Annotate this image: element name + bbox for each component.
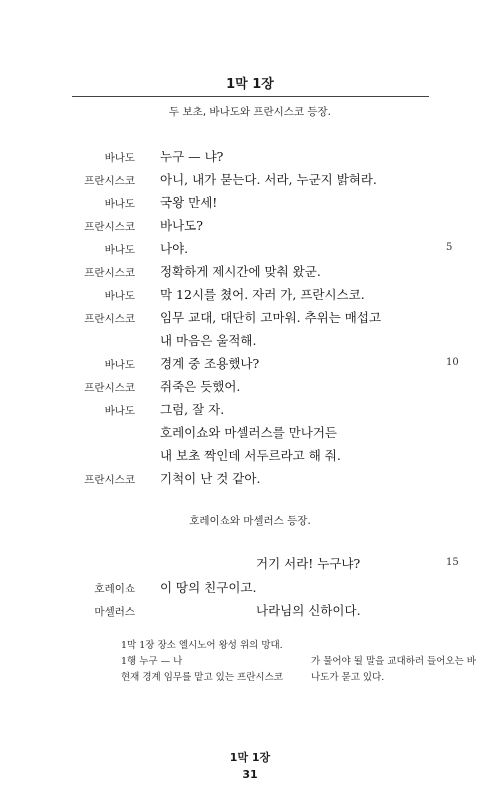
speaker-name: 프란시스코 <box>84 313 135 325</box>
dialogue-line: 거기 서라! 누구냐? <box>256 556 361 571</box>
footnote: 1행 누구 — 나 <box>121 656 183 667</box>
running-footer: 1막 1장 <box>229 751 271 764</box>
dialogue-line: 내 보초 짝인데 서두르라고 해 줘. <box>160 448 341 463</box>
stage-direction: 호레이쇼와 마셀러스 등장. <box>189 515 311 527</box>
line-number: 5 <box>446 242 453 253</box>
dialogue-line: 그럼, 잘 자. <box>160 402 225 417</box>
footnote: 나도가 묻고 있다. <box>311 672 385 683</box>
dialogue-line: 정확하게 제시간에 맞춰 왔군. <box>160 264 321 279</box>
footnote: 1막 1장 장소 엘시노어 왕성 위의 망대. <box>121 640 283 651</box>
line-number: 10 <box>446 357 459 368</box>
page-number: 31 <box>242 768 258 781</box>
dialogue-line: 호레이쇼와 마셀러스를 만나거든 <box>160 425 337 440</box>
speaker-name: 바나도 <box>104 152 135 164</box>
speaker-name: 바나도 <box>104 198 135 210</box>
footnote: 현재 경계 임무를 맡고 있는 프란시스코 <box>121 672 283 683</box>
speaker-name: 프란시스코 <box>84 175 135 187</box>
dialogue-line: 임무 교대, 대단히 고마워. 추위는 매섭고 <box>160 310 382 325</box>
dialogue-line: 나라님의 신하이다. <box>256 603 361 618</box>
footnote: 가 물어야 될 말을 교대하러 들어오는 바 <box>311 656 476 667</box>
line-number: 15 <box>446 557 459 568</box>
dialogue-line: 쥐죽은 듯했어. <box>160 379 241 394</box>
dialogue-line: 막 12시를 쳤어. 자러 가, 프란시스코. <box>160 287 365 302</box>
dialogue-line: 이 땅의 친구이고. <box>160 580 257 595</box>
dialogue-line: 나야. <box>160 241 189 256</box>
speaker-name: 프란시스코 <box>84 382 135 394</box>
speaker-name: 프란시스코 <box>84 267 135 279</box>
speaker-name: 바나도 <box>104 244 135 256</box>
dialogue-line: 기척이 난 것 같아. <box>160 471 261 486</box>
speaker-name: 바나도 <box>104 359 135 371</box>
dialogue-line: 내 마음은 울적해. <box>160 333 257 348</box>
speaker-name: 바나도 <box>104 290 135 302</box>
dialogue-line: 국왕 만세! <box>160 195 218 210</box>
dialogue-line: 아니, 내가 묻는다. 서라, 누군지 밝혀라. <box>160 172 377 187</box>
speaker-name: 마셀러스 <box>94 606 135 618</box>
stage-direction: 두 보초, 바나도와 프란시스코 등장. <box>168 106 332 118</box>
page-title: 1막 1장 <box>226 77 274 92</box>
speaker-name: 호레이쇼 <box>94 583 135 595</box>
speaker-name: 프란시스코 <box>84 474 135 486</box>
title-divider <box>72 96 429 97</box>
dialogue-line: 누구 — 냐? <box>160 149 224 164</box>
speaker-name: 프란시스코 <box>84 221 135 233</box>
speaker-name: 바나도 <box>104 405 135 417</box>
dialogue-line: 경계 중 조용했나? <box>160 356 260 371</box>
dialogue-line: 바나도? <box>160 218 203 233</box>
